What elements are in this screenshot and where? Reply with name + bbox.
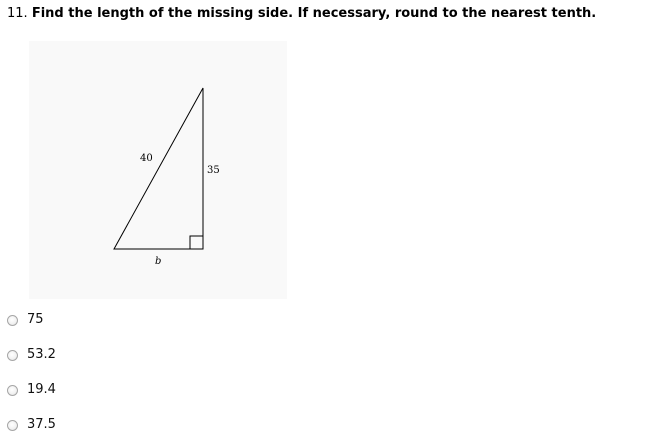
choice-53-2[interactable] — [7, 347, 56, 363]
radio-button[interactable] — [7, 315, 18, 326]
base-label: b — [155, 256, 162, 267]
question-number: 11. — [7, 6, 28, 21]
choice-label: 37.5 — [27, 417, 56, 432]
question-text — [7, 6, 596, 22]
triangle-figure — [29, 41, 287, 299]
choice-label: 75 — [27, 312, 44, 327]
choice-19-4[interactable] — [7, 382, 56, 398]
choice-37-5[interactable] — [7, 417, 56, 433]
right-angle-marker — [190, 236, 203, 249]
choice-label: 19.4 — [27, 382, 56, 397]
choice-75[interactable] — [7, 312, 44, 328]
triangle-shape — [114, 88, 203, 249]
leg-label: 35 — [207, 165, 220, 176]
choice-label: 53.2 — [27, 347, 56, 362]
radio-button[interactable] — [7, 420, 18, 431]
radio-button[interactable] — [7, 350, 18, 361]
right-triangle-diagram — [29, 41, 287, 299]
question-prompt: Find the length of the missing side. If necessary, round to the nearest tenth. — [31, 6, 597, 21]
hypotenuse-label: 40 — [140, 153, 153, 164]
radio-button[interactable] — [7, 385, 18, 396]
